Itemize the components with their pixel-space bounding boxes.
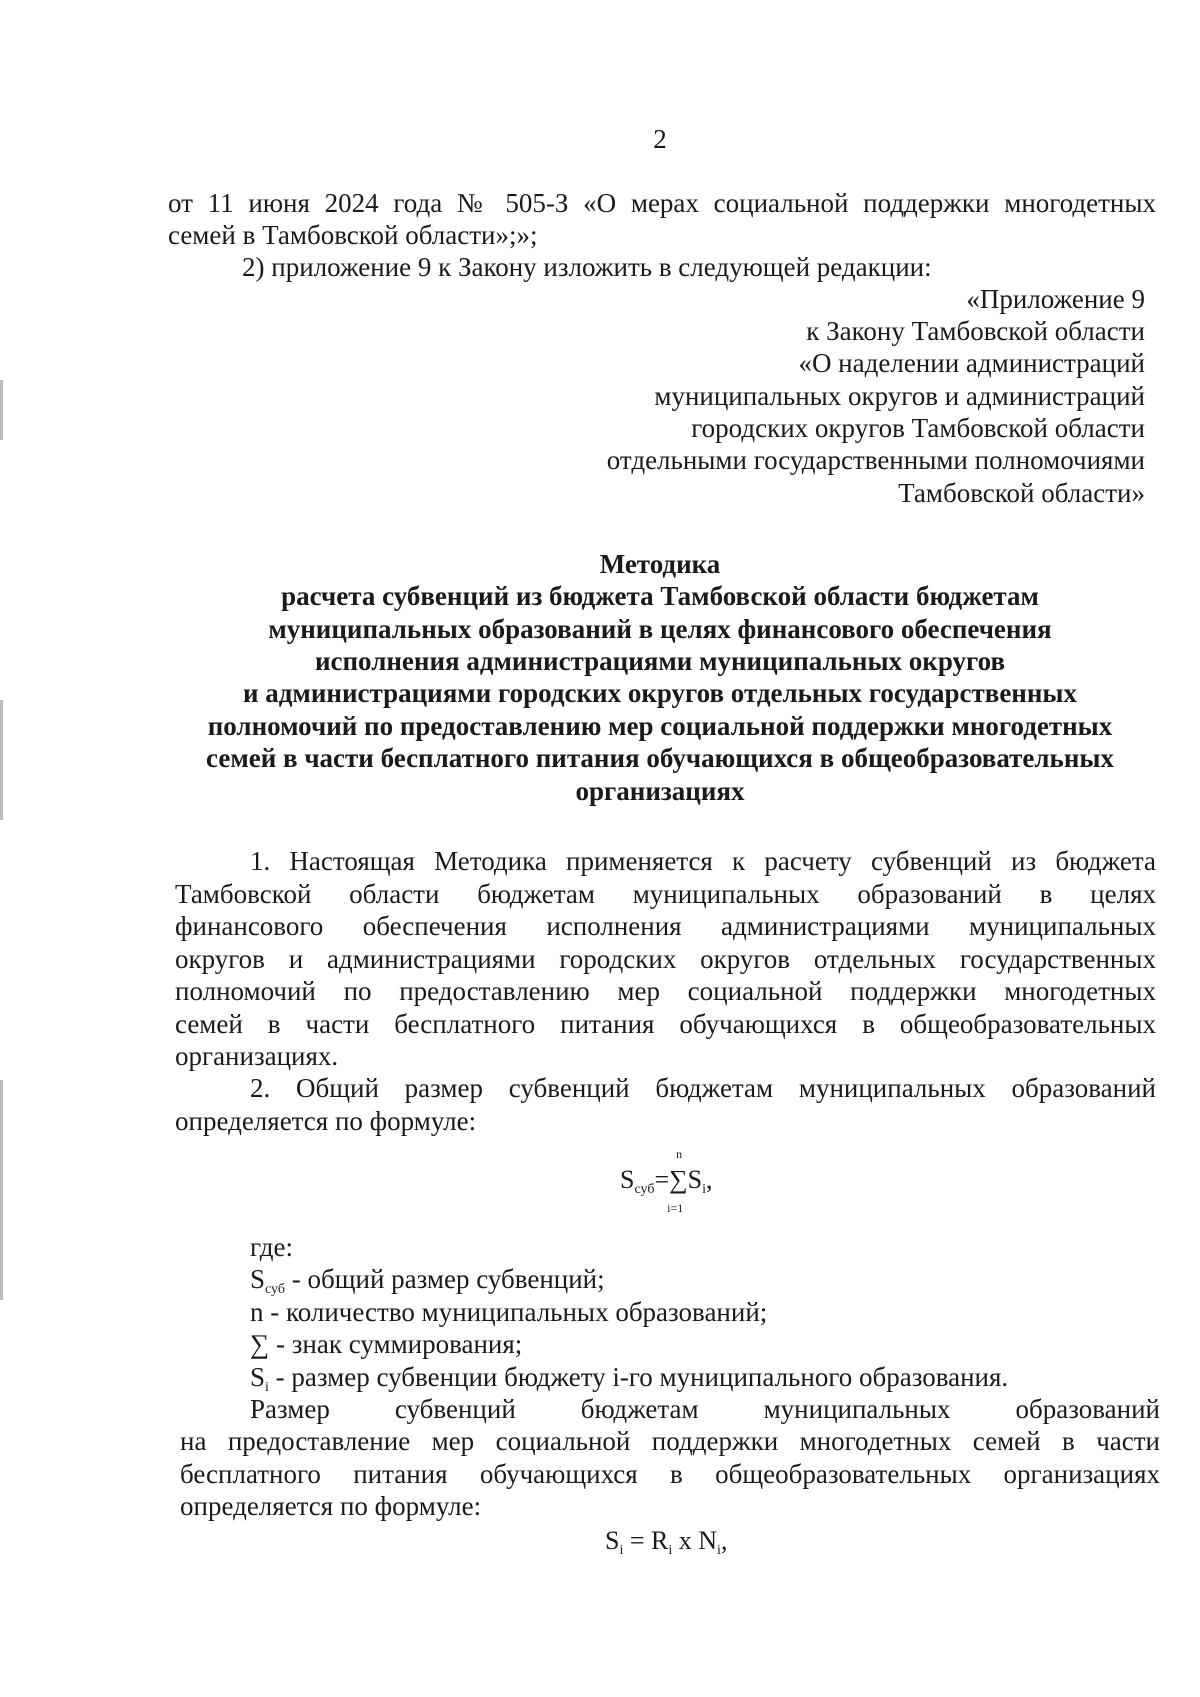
paragraph-1-line: Тамбовской области бюджетам муниципальных образований в целях bbox=[175, 879, 1156, 909]
definition-subscript: i bbox=[265, 1380, 269, 1395]
paragraph-1-line: финансового обеспечения исполнения администрациями муниципальных bbox=[175, 911, 1156, 941]
definition-text: - размер субвенции бюджету i-го муниципального образования. bbox=[268, 1362, 1009, 1392]
formula-sum bbox=[620, 1147, 713, 1215]
formula-symbol: N bbox=[698, 1526, 718, 1555]
formula-subscript: i bbox=[668, 1543, 673, 1558]
paragraph-1-line: 1. Настоящая Методика применяется к расчету субвенций из бюджета bbox=[250, 846, 1156, 876]
formula-subscript: i bbox=[702, 1182, 707, 1197]
definition-symbol: ∑ bbox=[250, 1329, 270, 1359]
definition-text: - общий размер субвенций; bbox=[285, 1264, 605, 1294]
formula-upper-limit: n bbox=[676, 1147, 683, 1161]
definition-subscript: суб bbox=[265, 1282, 285, 1297]
paragraph-3-line: Размер субвенций бюджетам муниципальных образований bbox=[250, 1394, 1160, 1424]
formula-product bbox=[605, 1524, 727, 1568]
paragraph-1-line: полномочий по предоставлению мер социальной поддержки многодетных bbox=[175, 976, 1156, 1006]
paragraph-1-line: организациях. bbox=[175, 1041, 339, 1071]
methodology-subtitle-line: расчета субвенций из бюджета Тамбовской области бюджетам bbox=[281, 581, 1039, 611]
paragraph-1-line: семей в части бесплатного питания обучающихся в общеобразовательных bbox=[175, 1009, 1156, 1039]
definition-line bbox=[250, 1295, 767, 1329]
formula-lower-limit: i=1 bbox=[667, 1201, 684, 1215]
formula-comma: , bbox=[706, 1165, 713, 1194]
methodology-subtitle-line: и администрациями городских округов отдельных государственных bbox=[242, 678, 1078, 708]
text-line: от 11 июня 2024 года № 505-З «О мерах социальной поддержки многодетных bbox=[168, 188, 1156, 218]
paragraph-2-line: 2. Общий размер субвенций бюджетам муниципальных образований bbox=[250, 1073, 1156, 1103]
methodology-subtitle-line: семей в части бесплатного питания обучающихся в общеобразовательных bbox=[206, 743, 1114, 773]
paragraph-3-line: определяется по формуле: bbox=[180, 1491, 482, 1521]
annex-header-line: к Закону Тамбовской области bbox=[806, 316, 1145, 346]
definition-symbol: n bbox=[250, 1297, 264, 1327]
annex-header-line: отдельными государственными полномочиями bbox=[606, 445, 1145, 475]
paragraph-2-line: определяется по формуле: bbox=[175, 1106, 477, 1136]
page-number: 2 bbox=[653, 124, 667, 154]
definition-line bbox=[250, 1327, 522, 1361]
paragraph-3-line: на предоставление мер социальной поддержки многодетных семей в части bbox=[180, 1426, 1160, 1456]
formula-symbol: S bbox=[620, 1165, 635, 1194]
definition-symbol: S bbox=[250, 1264, 266, 1294]
paragraph-3-line: бесплатного питания обучающихся в общеобразовательных организациях bbox=[180, 1459, 1160, 1489]
formula-symbol: R bbox=[651, 1526, 669, 1555]
annex-header-line: Тамбовской области» bbox=[898, 478, 1145, 508]
formula-equals: = bbox=[654, 1165, 670, 1194]
paragraph-1-line: округов и администрациями городских округов отдельных государственных bbox=[175, 944, 1156, 974]
definition-text: - количество муниципальных образований; bbox=[263, 1297, 768, 1327]
methodology-subtitle-line: муниципальных образований в целях финансового обеспечения bbox=[268, 614, 1052, 644]
text-line: семей в Тамбовской области»;»; bbox=[168, 220, 538, 250]
formula-comma: , bbox=[720, 1526, 728, 1555]
scan-edge-mark bbox=[0, 1080, 3, 1300]
methodology-title: Методика bbox=[599, 549, 721, 579]
where-label: где: bbox=[250, 1232, 293, 1262]
methodology-subtitle-line: исполнения администрациями муниципальных округов bbox=[314, 646, 1006, 676]
text-line: 2) приложение 9 к Закону изложить в следующей редакции: bbox=[242, 252, 932, 282]
scan-edge-mark bbox=[0, 380, 3, 440]
annex-header-line: «Приложение 9 bbox=[966, 284, 1145, 314]
formula-symbol: S bbox=[605, 1526, 620, 1555]
formula-times: x bbox=[672, 1526, 699, 1555]
formula-subscript: суб bbox=[634, 1182, 655, 1197]
methodology-subtitle-line: полномочий по предоставлению мер социальной поддержки многодетных bbox=[207, 711, 1113, 741]
annex-header-line: «О наделении администраций bbox=[798, 348, 1145, 378]
definition-symbol: S bbox=[250, 1362, 266, 1392]
methodology-subtitle-line: организациях bbox=[575, 776, 745, 806]
formula-symbol: S bbox=[687, 1165, 703, 1194]
annex-header-line: городских округов Тамбовской области bbox=[691, 413, 1145, 443]
formula-subscript: i bbox=[717, 1543, 721, 1558]
formula-subscript: i bbox=[619, 1543, 624, 1558]
annex-header-line: муниципальных округов и администраций bbox=[654, 381, 1145, 411]
formula-equals: = bbox=[623, 1526, 652, 1555]
sigma-symbol: ∑ bbox=[669, 1165, 688, 1194]
definition-text: - знак суммирования; bbox=[269, 1329, 523, 1359]
